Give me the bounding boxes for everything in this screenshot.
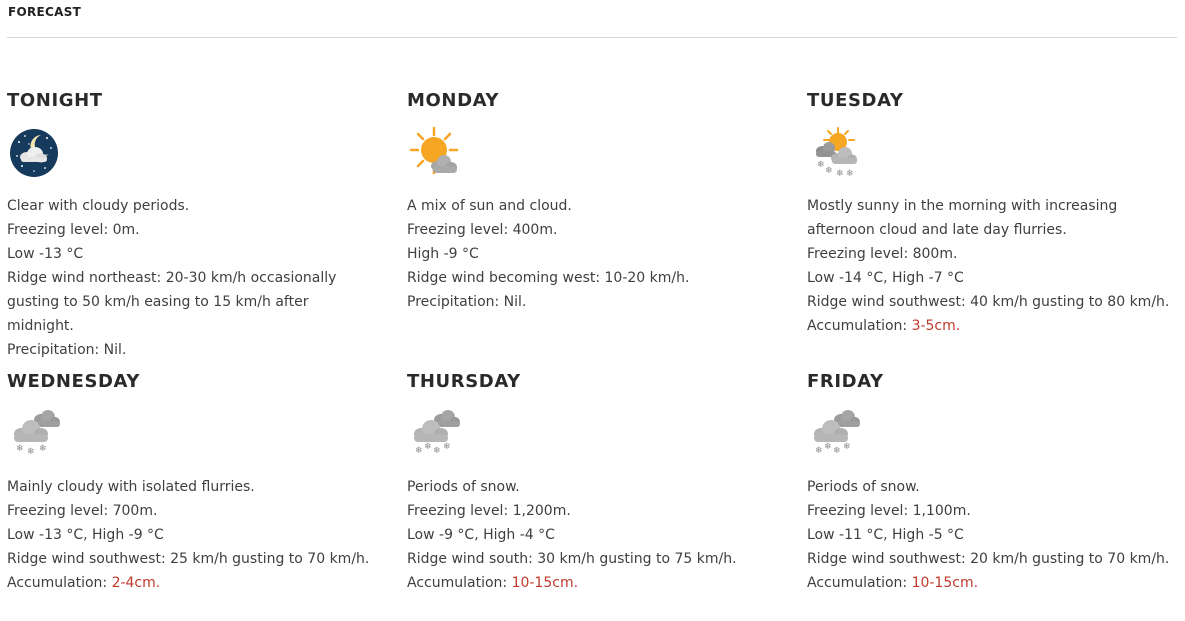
precipitation bbox=[7, 338, 387, 362]
sun-cloud-snow-icon bbox=[807, 126, 861, 180]
forecast-day-thursday bbox=[407, 369, 787, 595]
freezing-level: Freezing level: 400m. bbox=[407, 222, 558, 238]
svg-text:❄: ❄ bbox=[27, 447, 35, 457]
accumulation bbox=[407, 571, 787, 595]
temperatures: Low -13 °C, High -9 °C bbox=[7, 527, 164, 543]
svg-text:❄: ❄ bbox=[824, 442, 832, 452]
temperatures: Low -11 °C, High -5 °C bbox=[807, 527, 964, 543]
svg-text:❄: ❄ bbox=[415, 446, 423, 456]
svg-text:❄: ❄ bbox=[16, 444, 24, 454]
accumulation-value: 10-15cm. bbox=[511, 575, 579, 591]
precipitation-label: Precipitation: Nil. bbox=[407, 294, 527, 310]
day-title: THURSDAY bbox=[407, 371, 521, 392]
day-title: MONDAY bbox=[407, 90, 500, 111]
accumulation-label: Accumulation: bbox=[7, 575, 112, 591]
header-divider bbox=[7, 37, 1177, 38]
summary-text: Periods of snow. bbox=[407, 479, 520, 495]
accumulation-value: 10-15cm. bbox=[911, 575, 979, 591]
accumulation bbox=[807, 571, 1185, 595]
accumulation bbox=[807, 314, 1185, 338]
svg-text:❄: ❄ bbox=[815, 446, 823, 456]
accumulation-label: Accumulation: bbox=[407, 575, 512, 591]
accumulation-value: 2-4cm. bbox=[111, 575, 161, 591]
day-title: TONIGHT bbox=[7, 90, 103, 111]
temperatures: Low -14 °C, High -7 °C bbox=[807, 270, 964, 286]
forecast-day-wednesday bbox=[7, 369, 387, 595]
svg-text:❄: ❄ bbox=[817, 160, 825, 170]
forecast-day-monday bbox=[407, 88, 787, 314]
freezing-level: Freezing level: 1,100m. bbox=[807, 503, 971, 519]
cloud-snow-icon bbox=[807, 407, 861, 461]
freezing-level: Freezing level: 1,200m. bbox=[407, 503, 571, 519]
accumulation-label: Accumulation: bbox=[807, 318, 912, 334]
temperatures: Low -13 °C bbox=[7, 246, 84, 262]
forecast-day-tonight bbox=[7, 88, 387, 362]
precipitation-label: Precipitation: Nil. bbox=[7, 342, 127, 358]
svg-text:❄: ❄ bbox=[424, 442, 432, 452]
cloud-snow-icon bbox=[7, 407, 61, 461]
accumulation bbox=[7, 571, 387, 595]
svg-text:❄: ❄ bbox=[433, 446, 441, 456]
temperatures: Low -9 °C, High -4 °C bbox=[407, 527, 555, 543]
svg-text:❄: ❄ bbox=[833, 446, 841, 456]
forecast-day-tuesday bbox=[807, 88, 1185, 338]
precipitation bbox=[407, 290, 787, 314]
day-title: FRIDAY bbox=[807, 371, 884, 392]
cloud-snow-icon bbox=[407, 407, 461, 461]
ridge-wind: Ridge wind southwest: 20 km/h gusting to 70 km/h. bbox=[807, 551, 1170, 567]
ridge-wind: Ridge wind south: 30 km/h gusting to 75 km/h. bbox=[407, 551, 737, 567]
svg-text:❄: ❄ bbox=[846, 169, 854, 179]
svg-text:❄: ❄ bbox=[825, 166, 833, 176]
accumulation-value: 3-5cm. bbox=[911, 318, 961, 334]
ridge-wind: Ridge wind becoming west: 10-20 km/h. bbox=[407, 270, 690, 286]
ridge-wind: Ridge wind northeast: 20-30 km/h occasionally gusting to 50 km/h easing to 15 km/h after midnight. bbox=[7, 270, 337, 334]
svg-text:❄: ❄ bbox=[39, 444, 47, 454]
ridge-wind: Ridge wind southwest: 25 km/h gusting to 70 km/h. bbox=[7, 551, 370, 567]
forecast-header: FORECAST bbox=[8, 5, 82, 19]
day-title: WEDNESDAY bbox=[7, 371, 140, 392]
svg-text:❄: ❄ bbox=[836, 169, 844, 179]
freezing-level: Freezing level: 700m. bbox=[7, 503, 158, 519]
summary-text: Clear with cloudy periods. bbox=[7, 198, 190, 214]
accumulation-label: Accumulation: bbox=[807, 575, 912, 591]
sun-cloud-icon bbox=[407, 126, 461, 180]
night-cloudy-icon bbox=[7, 126, 61, 180]
temperatures: High -9 °C bbox=[407, 246, 479, 262]
day-title: TUESDAY bbox=[807, 90, 904, 111]
summary-text: A mix of sun and cloud. bbox=[407, 198, 572, 214]
freezing-level: Freezing level: 0m. bbox=[7, 222, 140, 238]
summary-text: Mostly sunny in the morning with increasing afternoon cloud and late day flurries. bbox=[807, 198, 1118, 238]
forecast-day-friday bbox=[807, 369, 1185, 595]
summary-text: Mainly cloudy with isolated flurries. bbox=[7, 479, 255, 495]
freezing-level: Freezing level: 800m. bbox=[807, 246, 958, 262]
svg-text:❄: ❄ bbox=[443, 442, 451, 452]
svg-text:❄: ❄ bbox=[843, 442, 851, 452]
summary-text: Periods of snow. bbox=[807, 479, 920, 495]
ridge-wind: Ridge wind southwest: 40 km/h gusting to 80 km/h. bbox=[807, 294, 1170, 310]
